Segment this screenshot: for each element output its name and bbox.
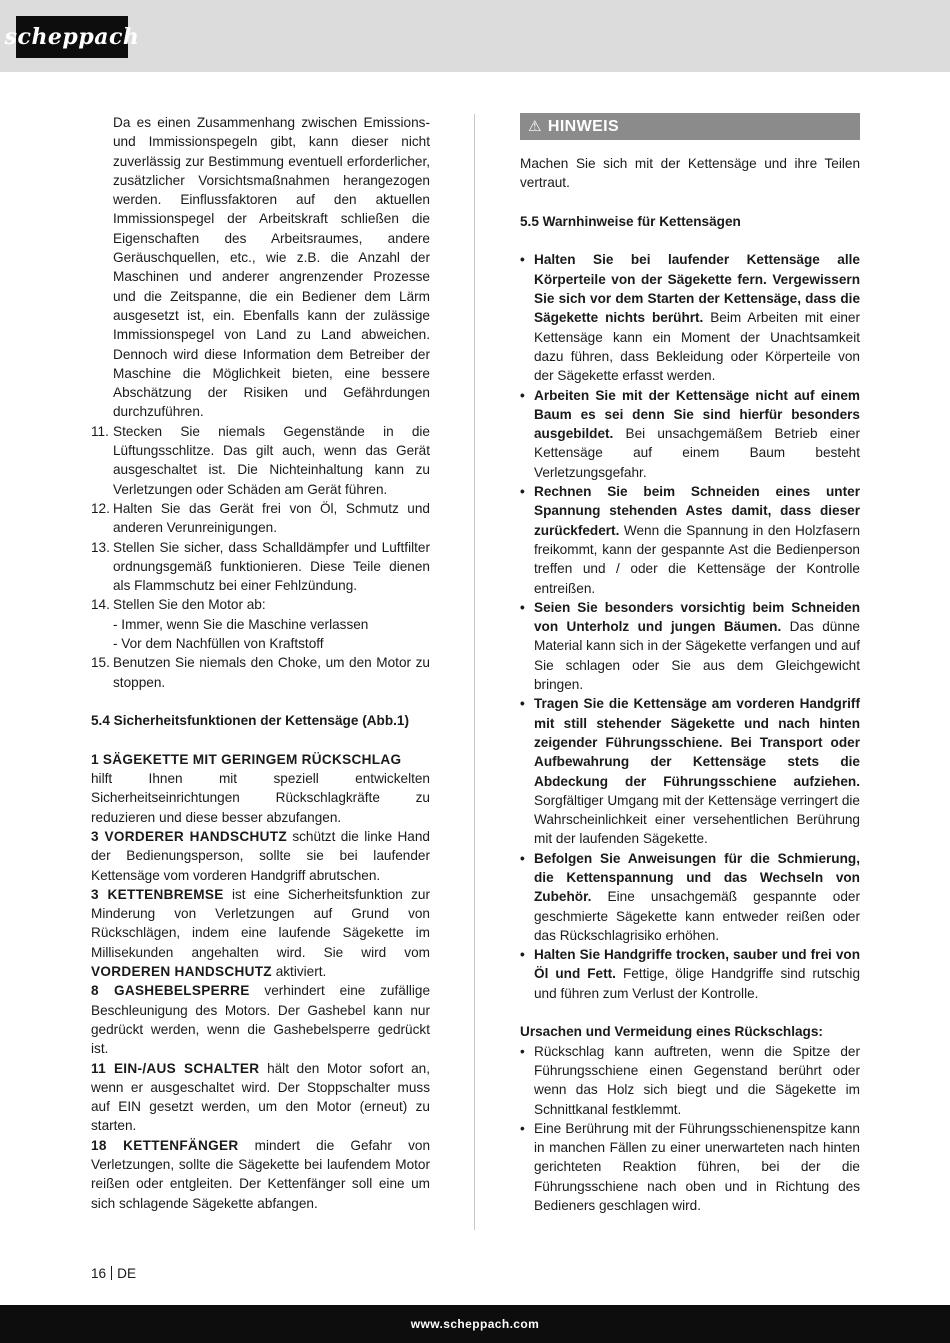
feature-paragraph bbox=[91, 885, 430, 981]
bullet-icon: • bbox=[520, 947, 525, 963]
section-heading-5-5: 5.5 Warnhinweise für Kettensägen bbox=[520, 213, 741, 229]
list-item bbox=[91, 422, 430, 499]
warning-text: Halten Sie bei laufender Kettensäge alle Körperteile von der Sägekette fern. Vergewissern Sie sich vor dem Starten der Kettensäge, dass die Sägekette nichts berührt. Beim Arbeiten mit einer Kettensäge kann ein Moment der Unachtsamkeit dazu führen, dass Bekleidung oder Körperteile von der Sägekette erfasst werden. bbox=[534, 252, 861, 384]
notice-text: Machen Sie sich mit der Kettensäge und ihre Teilen vertraut. bbox=[520, 156, 860, 191]
language-code: DE bbox=[117, 1266, 137, 1281]
warning-item bbox=[520, 386, 860, 482]
right-column bbox=[520, 113, 860, 1215]
bullet-icon: • bbox=[520, 599, 525, 615]
feature-paragraph bbox=[91, 827, 430, 885]
feature-term: 11 EIN-/AUS SCHALTER bbox=[91, 1060, 260, 1076]
item-text: Stecken Sie niemals Gegenstände in die Lüftungsschlitze. Das gilt auch, wenn das Gerät ausgeschaltet ist. Die Nichteinhaltung kann zu Verletzungen oder Schäden am Gerät führen. bbox=[113, 423, 430, 497]
header-bar bbox=[0, 0, 950, 72]
item-text: Stellen Sie sicher, dass Schalldämpfer und Luftfilter ordnungsgemäß funktionieren. Diese Teile dienen als Flammschutz bei einer Fehlzündung. bbox=[113, 539, 430, 594]
feature-term: 8 GASHEBELSPERRE bbox=[91, 983, 250, 999]
warning-text: Halten Sie Handgriffe trocken, sauber und frei von Öl und Fett. Fettige, ölige Handgriffe sind rutschig und führen zum Verlust der Kontrolle. bbox=[534, 947, 860, 1001]
feature-text: verhindert eine zufällige Beschleunigung des Motors. Der Gashebel kann nur gedrückt werden, wenn die Gashebelsperre gedrückt ist. bbox=[91, 983, 430, 1057]
warning-item bbox=[520, 250, 860, 385]
list-item bbox=[91, 538, 430, 596]
item-text: Benutzen Sie niemals den Choke, um den Motor zu stoppen. bbox=[113, 655, 430, 690]
section-heading-5-4: 5.4 Sicherheitsfunktionen der Kettensäge (Abb.1) bbox=[91, 713, 410, 729]
feature-paragraph bbox=[91, 981, 430, 1058]
feature-text: aktiviert. bbox=[275, 964, 327, 980]
feature-paragraph bbox=[91, 750, 430, 827]
warning-triangle-icon: ⚠ bbox=[528, 117, 542, 135]
warning-text: Tragen Sie die Kettensäge am vorderen Handgriff mit still stehender Sägekette und nach hinten zeigender Führungsschiene. Bei Transport oder Aufbewahrung der Kettensäge stets die Abdeckung der Führungsschiene aufziehen. Sorgfältiger Umgang mit der Kettensäge verringert die Wahrscheinlichkeit einer versehentlichen Berührung mit der laufenden Sägekette. bbox=[534, 696, 860, 847]
warning-item bbox=[520, 598, 860, 694]
website-link[interactable]: www.scheppach.com bbox=[410, 1317, 540, 1331]
item-subtext: - Immer, wenn Sie die Maschine verlassen bbox=[113, 616, 369, 632]
column-divider bbox=[474, 114, 475, 1230]
warning-text: Seien Sie besonders vorsichtig beim Schneiden von Unterholz und jungen Bäumen. Das dünne Material kann sich in der Sägekette verfangen und auf Sie schlagen oder Sie aus dem Gleichgewicht bringen. bbox=[534, 599, 860, 693]
cause-item bbox=[520, 1042, 860, 1119]
bullet-icon: • bbox=[520, 696, 525, 712]
bullet-icon: • bbox=[520, 850, 525, 866]
warning-item bbox=[520, 849, 860, 945]
footer-bar bbox=[0, 1305, 950, 1343]
notice-label: HINWEIS bbox=[547, 117, 620, 135]
page-number-value: 16 bbox=[91, 1266, 107, 1281]
cause-text: Rückschlag kann auftreten, wenn die Spitze der Führungsschiene einen Gegenstand berührt oder wenn das Holz sich biegt und die Sägekette im Schnittkanal festklemmt. bbox=[534, 1043, 860, 1117]
bullet-icon: • bbox=[520, 1120, 525, 1136]
cause-item bbox=[520, 1119, 860, 1215]
feature-text: schützt die linke Hand der Bedienungsperson, sollte sie bei laufender Kettensäge vom vorderen Handgriff abrutschen. bbox=[91, 828, 430, 883]
left-column bbox=[91, 113, 430, 1213]
cause-text: Eine Berührung mit der Führungsschienenspitze kann in manchen Fällen zu einer unerwarteten nach hinten gerichteten Reaktion führen, bei der die Führungsschiene nach oben und in Richtung des Bedieners geschlagen wird. bbox=[534, 1120, 860, 1214]
list-item bbox=[91, 595, 430, 653]
feature-text: hilft Ihnen mit speziell entwickelten Sicherheitseinrichtungen Rückschlagkräfte zu reduzieren und diese besser abzufangen. bbox=[91, 771, 430, 825]
feature-term: 18 KETTENFÄNGER bbox=[91, 1137, 239, 1153]
item-number: 13. bbox=[91, 539, 110, 555]
item-text: Halten Sie das Gerät frei von Öl, Schmutz und anderen Verunreinigungen. bbox=[113, 500, 430, 536]
warning-item bbox=[520, 945, 860, 1003]
bullet-icon: • bbox=[520, 484, 525, 500]
warning-text: Rechnen Sie beim Schneiden eines unter Spannung stehenden Astes damit, dass dieser zurückfedert. Wenn die Spannung in den Holzfasern freikommt, kann der gespannte Ast die Bedienperson treffen und / oder die Kettensäge der Kontrolle entreißen. bbox=[534, 484, 861, 596]
warning-text: Befolgen Sie Anweisungen für die Schmierung, die Kettenspannung und das Wechseln von Zubehör. Eine unsachgemäß gespannte oder geschmierte Sägekette kann entweder reißen oder das Rückschlagrisiko erhöhen. bbox=[534, 850, 860, 943]
bullet-icon: • bbox=[520, 252, 525, 268]
feature-term: VORDEREN HANDSCHUTZ bbox=[91, 964, 272, 980]
feature-term: 3 KETTENBREMSE bbox=[91, 886, 224, 902]
page-number bbox=[91, 1266, 136, 1281]
bullet-icon: • bbox=[520, 1043, 525, 1059]
feature-paragraph bbox=[91, 1059, 430, 1136]
feature-term: 3 VORDERER HANDSCHUTZ bbox=[91, 828, 287, 844]
item-text-group bbox=[113, 595, 430, 653]
list-item bbox=[91, 499, 430, 538]
bullet-icon: • bbox=[520, 387, 525, 403]
warning-text: Arbeiten Sie mit der Kettensäge nicht auf einem Baum es sei denn Sie sind hierfür besonders ausgebildet. Bei unsachgemäßem Betrieb einer Kettensäge auf einem Baum besteht Verletzungsgefahr. bbox=[534, 387, 860, 480]
notice-banner bbox=[520, 113, 860, 140]
item-number: 12. bbox=[91, 500, 110, 516]
item-text: Stellen Sie den Motor ab: bbox=[113, 597, 266, 613]
intro-paragraph: Da es einen Zusammenhang zwischen Emissions- und Immissionspegeln gibt, kann dieser nicht zuverlässig zur Bestimmung eventuell erforderlicher, zusätzlicher Vorsichtsmaßnahmen herangezogen werden. Einflussfaktoren auf den aktuellen Immissionspegel der Arbeitskraft schließen die Eigenschaften des Arbeitsraumes, andere Geräuschquellen, etc., wie z.B. die Anzahl der Maschinen und anderer angrenzender Prozesse und die Zeitspanne, die ein Bediener dem Lärm ausgesetzt ist, ein. Ebenfalls kann der zulässige Immissionspegel von Land zu Land abweichen. Dennoch wird diese Information dem Betreiber der Maschine die Möglichkeit bieten, eine bessere Abschätzung der Risiken und Gefährdungen durchzuführen. bbox=[113, 115, 430, 420]
feature-text: ist eine Sicherheitsfunktion zur Minderung von Verletzungen auf Grund von Rückschlägen, indem eine laufende Sägekette im Millisekunden angehalten wird. Sie wird vom bbox=[91, 886, 430, 960]
item-number: 14. bbox=[91, 597, 110, 613]
warning-item bbox=[520, 482, 860, 598]
scheppach-logo: scheppach bbox=[16, 16, 128, 58]
item-number: 15. bbox=[91, 655, 110, 671]
feature-text: mindert die Gefahr von Verletzungen, sollte die Sägekette bei laufendem Motor reißen oder entgleiten. Der Kettenfänger soll eine um sich schlagende Sägekette abfangen. bbox=[91, 1137, 431, 1211]
feature-text: hält den Motor sofort an, wenn er ausgeschaltet wird. Der Stoppschalter muss auf EIN gesetzt werden, um den Motor (erneut) zu starten. bbox=[91, 1060, 430, 1134]
feature-term: 1 SÄGEKETTE MIT GERINGEM RÜCKSCHLAG bbox=[91, 751, 402, 767]
list-item bbox=[91, 653, 430, 692]
item-number: 11. bbox=[91, 423, 109, 439]
warning-item bbox=[520, 694, 860, 848]
item-subtext: - Vor dem Nachfüllen von Kraftstoff bbox=[113, 636, 324, 652]
feature-paragraph bbox=[91, 1136, 430, 1213]
causes-heading: Ursachen und Vermeidung eines Rückschlags: bbox=[520, 1024, 823, 1040]
